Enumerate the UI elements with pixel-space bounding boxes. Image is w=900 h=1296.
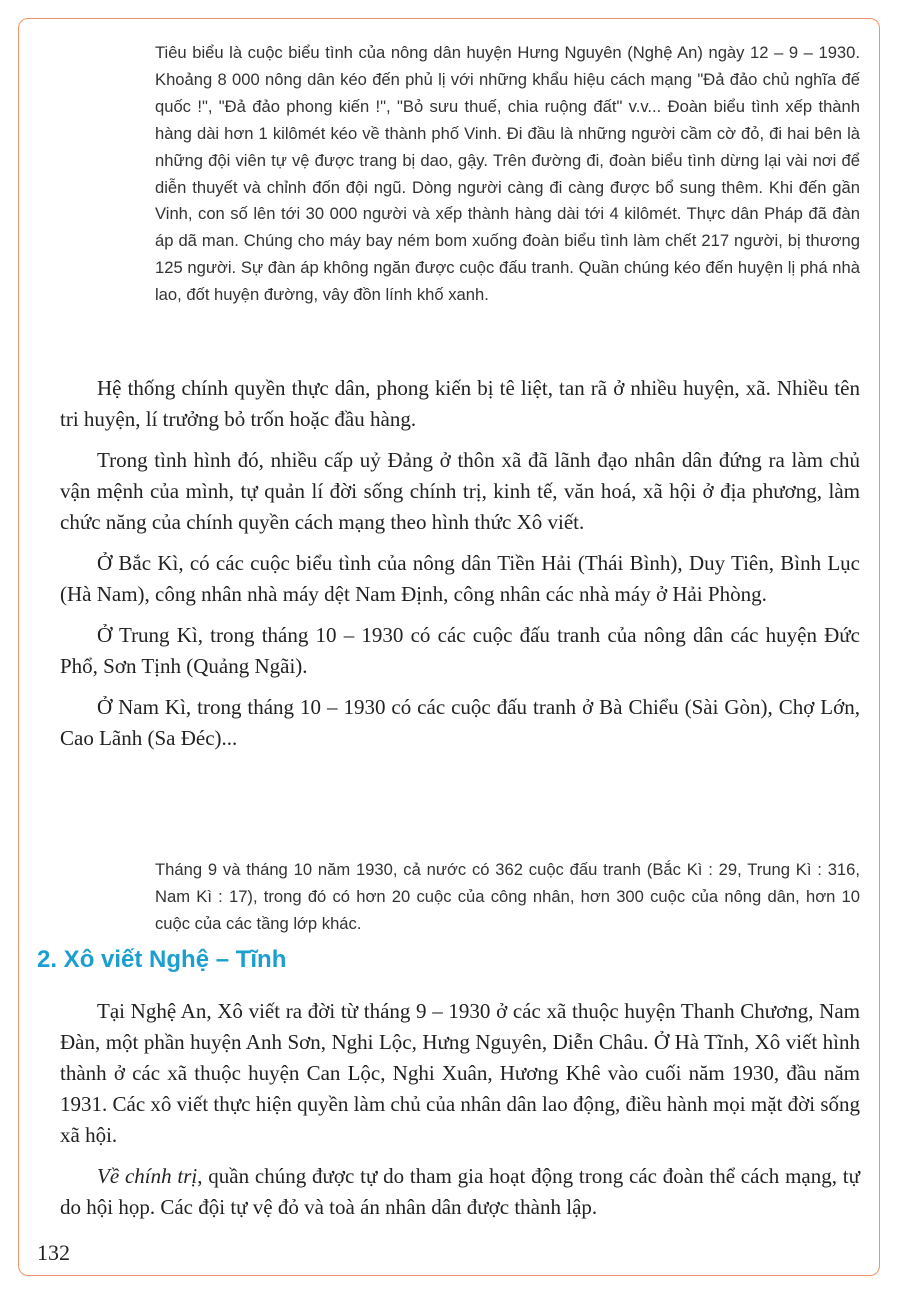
paragraph: Ở Nam Kì, trong tháng 10 – 1930 có các cuộc đấu tranh ở Bà Chiểu (Sài Gòn), Chợ Lớn, Cao Lãnh (Sa Đéc)... (60, 695, 860, 750)
paragraph: Ở Trung Kì, trong tháng 10 – 1930 có các cuộc đấu tranh của nông dân các huyện Đức Phổ, Sơn Tịnh (Quảng Ngãi). (60, 623, 860, 678)
paragraph: Trong tình hình đó, nhiều cấp uỷ Đảng ở thôn xã đã lãnh đạo nhân dân đứng ra làm chủ vận mệnh của mình, tự quản lí đời sống chính trị, kinh tế, văn hoá, xã hội ở địa phương, làm chức năng của chính quyền cách mạng theo hình thức Xô viết. (60, 448, 860, 534)
paragraph (60, 1161, 860, 1223)
paragraph: Ở Bắc Kì, có các cuộc biểu tình của nông dân Tiền Hải (Thái Bình), Duy Tiên, Bình Lục (Hà Nam), công nhân nhà máy dệt Nam Định, công nhân các nhà máy ở Hải Phòng. (60, 551, 860, 606)
excerpt-box-2 (155, 857, 860, 938)
paragraph: Tại Nghệ An, Xô viết ra đời từ tháng 9 – 1930 ở các xã thuộc huyện Thanh Chương, Nam Đàn, một phần huyện Anh Sơn, Nghi Lộc, Hưng Nguyên, Diễn Châu. Ở Hà Tĩnh, Xô viết hình thành ở các xã thuộc huyện Can Lộc, Nghi Xuân, Hương Khê vào cuối năm 1930, đầu năm 1931. Các xô viết thực hiện quyền làm chủ của nhân dân lao động, điều hành mọi mặt đời sống xã hội. (60, 999, 860, 1147)
page-number: 132 (37, 1240, 70, 1265)
paragraph: Hệ thống chính quyền thực dân, phong kiến bị tê liệt, tan rã ở nhiều huyện, xã. Nhiều tên tri huyện, lí trưởng bỏ trốn hoặc đầu hàng. (60, 376, 860, 431)
body-text-2 (60, 996, 860, 1233)
excerpt-text: Tiêu biểu là cuộc biểu tình của nông dân huyện Hưng Nguyên (Nghệ An) ngày 12 – 9 – 1930. Khoảng 8 000 nông dân kéo đến phủ lị với những khẩu hiệu cách mạng "Đả đảo chủ nghĩa đế quốc !", "Đả đảo phong kiến !", "Bỏ sưu thuế, chia ruộng đất" v.v... Đoàn biểu tình xếp thành hàng dài hơn 1 kilômét kéo về thành phố Vinh. Đi đầu là những người cầm cờ đỏ, đi hai bên là những đội viên tự vệ được trang bị dao, gậy. Trên đường đi, đoàn biểu tình dừng lại vài nơi để diễn thuyết và chỉnh đốn đội ngũ. Dòng người càng đi càng được bổ sung thêm. Khi đến gần Vinh, con số lên tới 30 000 người và xếp thành hàng dài tới 4 kilômét. Thực dân Pháp đã đàn áp dã man. Chúng cho máy bay ném bom xuống đoàn biểu tình làm chết 217 người, bị thương 125 người. Sự đàn áp không ngăn được cuộc đấu tranh. Quần chúng kéo đến huyện lị phá nhà lao, đốt huyện đường, vây đồn lính khố xanh. (155, 43, 860, 305)
excerpt-box-1 (155, 40, 860, 309)
body-text-1 (60, 373, 860, 764)
paragraph-rest: , quần chúng được tự do tham gia hoạt động trong các đoàn thể cách mạng, tự do hội họp. Các đội tự vệ đỏ và toà án nhân dân được thành lập. (60, 1164, 860, 1219)
excerpt-text: Tháng 9 và tháng 10 năm 1930, cả nước có 362 cuộc đấu tranh (Bắc Kì : 29, Trung Kì : 316, Nam Kì : 17), trong đó có hơn 20 cuộc của công nhân, hơn 300 cuộc của nông dân, hơn 10 cuộc của các tầng lớp khác. (155, 860, 860, 933)
section-heading: 2. Xô viết Nghệ – Tĩnh (37, 946, 287, 973)
italic-term: Về chính trị (97, 1164, 198, 1188)
